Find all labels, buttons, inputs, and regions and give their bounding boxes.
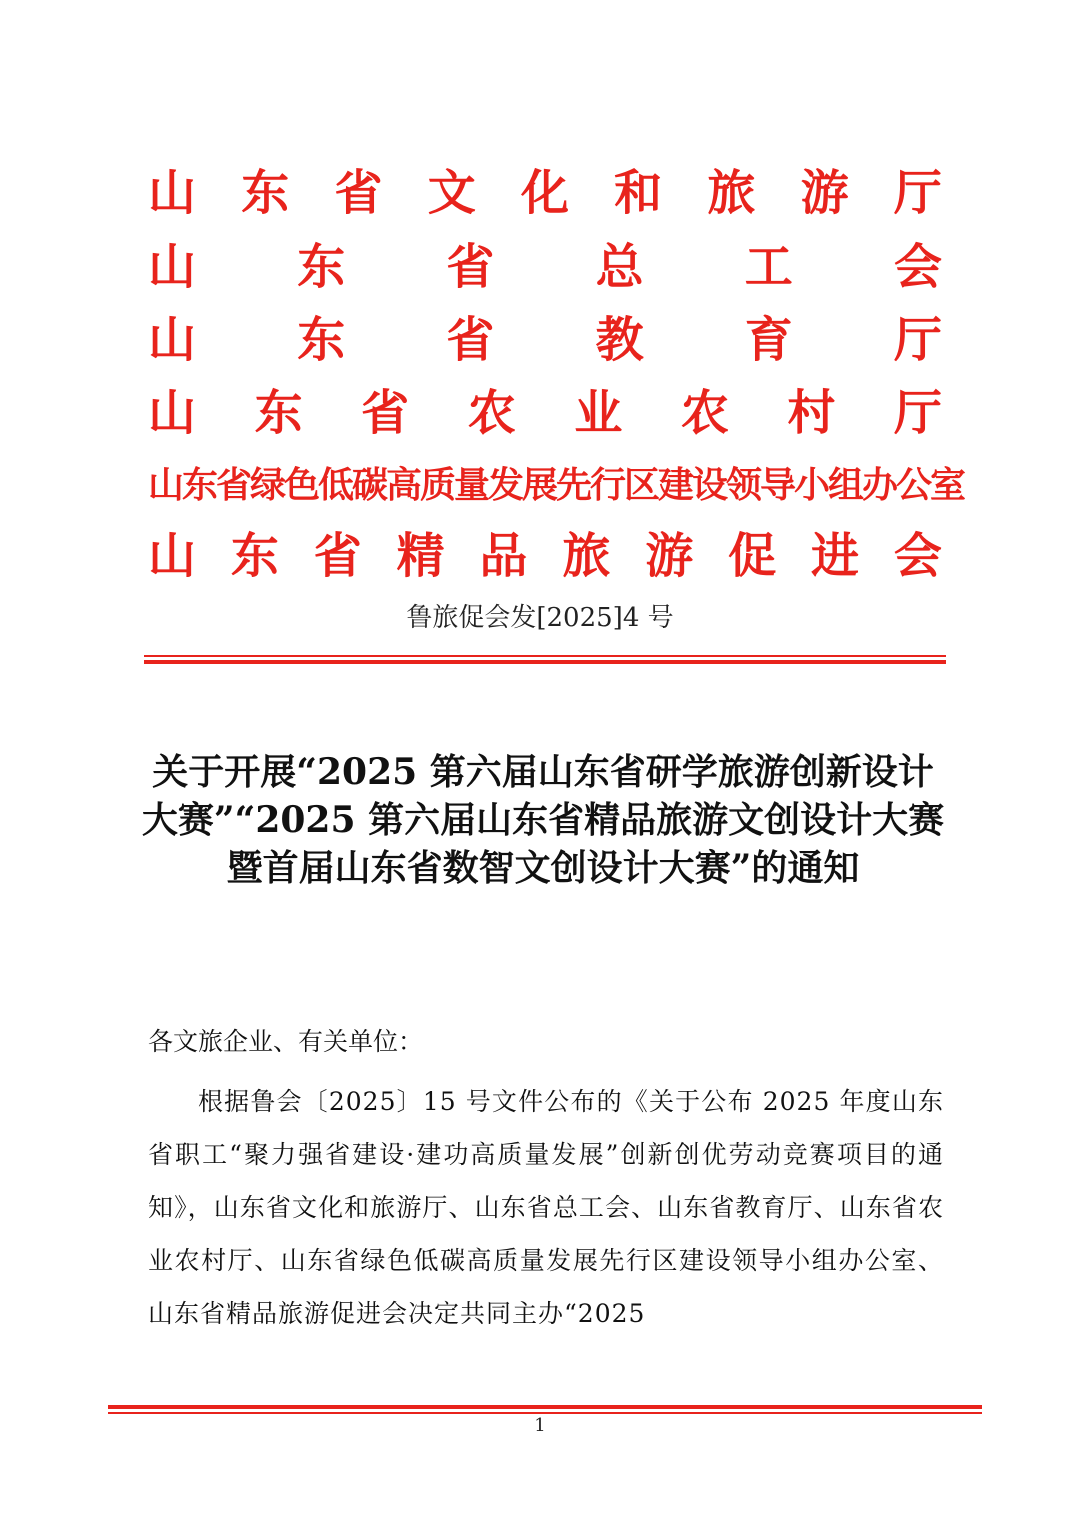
page-number: 1 bbox=[534, 1415, 546, 1436]
salutation: 各文旅企业、有关单位： bbox=[148, 1027, 424, 1056]
footer-divider-thick bbox=[108, 1405, 982, 1409]
header-divider-thin bbox=[144, 655, 946, 657]
header-divider-thick bbox=[144, 660, 946, 664]
issuer-culture-tourism: 山 东 省 文 化 和 旅 游 厅 bbox=[148, 165, 942, 221]
document-title: 关于开展“2025 第六届山东省研学旅游创新设计大赛”“2025 第六届山东省精品旅游文创设计大赛暨首届山东省数智文创设计大赛”的通知 bbox=[141, 751, 945, 889]
body-paragraph: 根据鲁会〔2025〕15 号文件公布的《关于公布 2025 年度山东省职工“聚力强省建设·建功高质量发展”创新创优劳动竞赛项目的通知》，山东省文化和旅游厅、山东省总工会、山东省教育厅、山东省农业农村厅、山东省绿色低碳高质量发展先行区建设领导小组办公室、山东省精品旅游促进会决定共同主办“2025 bbox=[148, 1087, 944, 1328]
document-number: 鲁旅促会发[2025]4 号 bbox=[406, 603, 674, 633]
issuer-federation-trade-unions: 山 东 省 总 工 会 bbox=[148, 239, 942, 295]
issuer-tourism-promotion: 山 东 省 精 品 旅 游 促 进 会 bbox=[148, 528, 942, 584]
issuer-education: 山 东 省 教 育 厅 bbox=[148, 312, 942, 368]
issuer-agriculture: 山 东 省 农 业 农 村 厅 bbox=[148, 385, 942, 441]
issuer-green-lowcarbon-office: 山东省绿色低碳高质量发展先行区建设领导小组办公室 bbox=[148, 465, 965, 506]
